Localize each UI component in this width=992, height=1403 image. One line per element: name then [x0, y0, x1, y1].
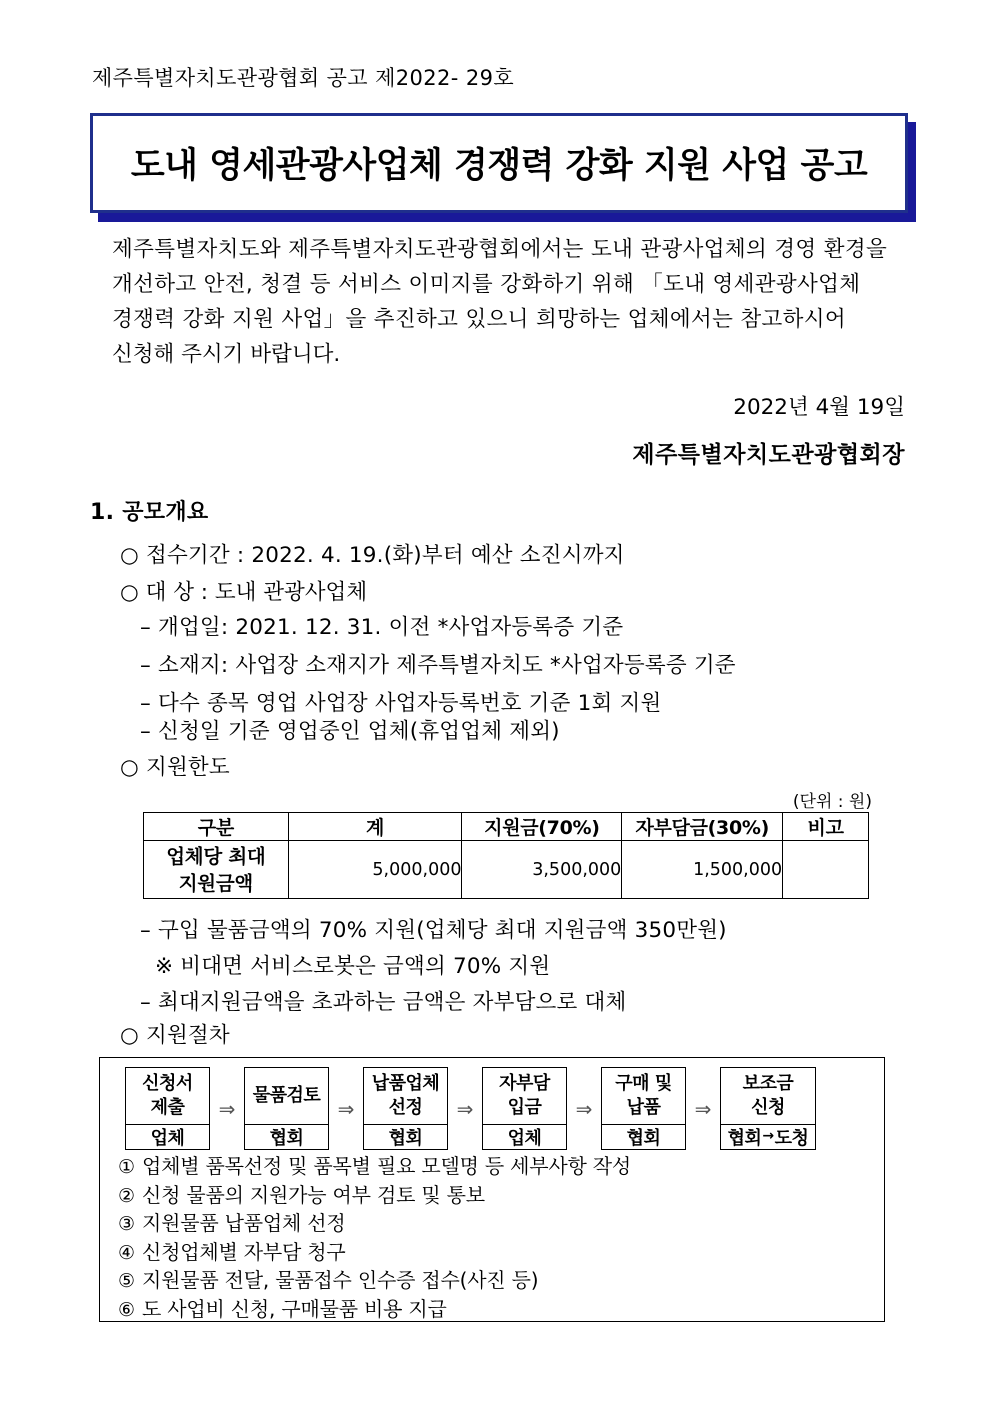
table-header-selfpay: 자부담금(30%) [622, 813, 783, 841]
table-unit-label: (단위 : 원) [792, 792, 872, 812]
flow-arrow-1-icon: ⇒ [218, 1096, 236, 1121]
bullet-support-limit: ○ 지원한도 [120, 755, 230, 780]
process-note-4 [118, 1239, 886, 1268]
process-note-6-marker: ⑥ [118, 1298, 135, 1321]
flow-step-1-actor: 업체 [126, 1124, 209, 1149]
flow-arrow-2-icon: ⇒ [337, 1096, 355, 1121]
limit-note-2: ※ 비대면 서비스로봇은 금액의 70% 지원 [155, 954, 551, 979]
title-banner-box [90, 113, 908, 213]
section-1-heading: 1. 공모개요 [90, 500, 209, 525]
process-note-5 [118, 1267, 886, 1296]
bullet-application-period: ○ 접수기간 : 2022. 4. 19.(화)부터 예산 소진시까지 [120, 543, 625, 568]
flow-step-6-actor [721, 1124, 815, 1149]
flow-step-1 [125, 1067, 210, 1150]
process-note-2 [118, 1182, 886, 1211]
flow-step-6-actor-right: 도청 [774, 1128, 809, 1149]
table-cell-gubun [144, 841, 289, 899]
flow-step-3 [363, 1067, 448, 1150]
flow-step-2-label [245, 1068, 328, 1124]
flow-step-5-label [602, 1068, 685, 1124]
flow-step-5-label-line2: 납품 [626, 1097, 661, 1118]
table-header-support: 지원금(70%) [462, 813, 622, 841]
flow-step-5 [601, 1067, 686, 1150]
flow-step-4-actor: 업체 [483, 1124, 566, 1149]
document-signer: 제주특별자치도관광협회장 [632, 442, 905, 468]
table-header-note: 비고 [783, 813, 869, 841]
process-note-2-marker: ② [118, 1184, 135, 1207]
flow-step-6-label-line2: 신청 [751, 1097, 785, 1118]
intro-paragraph [112, 232, 907, 372]
limit-note-3: – 최대지원금액을 초과하는 금액은 자부담으로 대체 [140, 990, 627, 1015]
table-cell-support: 3,500,000 [462, 841, 622, 899]
flow-step-4-label-line1: 자부담 [499, 1073, 550, 1094]
process-note-1-marker: ① [118, 1156, 135, 1178]
flow-step-4 [482, 1067, 567, 1150]
process-note-4-text: 신청업체별 자부담 청구 [142, 1239, 346, 1264]
flow-step-1-label [126, 1068, 209, 1124]
table-cell-note [783, 841, 869, 899]
title-banner [90, 113, 908, 213]
bullet-target: ○ 대 상 : 도내 관광사업체 [120, 580, 368, 605]
intro-line-4: 신청해 주시기 바랍니다. [112, 342, 341, 367]
table-cell-gubun-line1: 업체당 최대 [166, 844, 266, 868]
flow-step-6-label-line1: 보조금 [742, 1073, 794, 1094]
table-cell-gubun-line2: 지원금액 [178, 871, 253, 895]
table-header-row [144, 813, 869, 841]
process-note-4-marker: ④ [118, 1241, 135, 1264]
process-flow-notes [100, 1153, 886, 1324]
target-detail-1: – 개업일: 2021. 12. 31. 이전 *사업자등록증 기준 [140, 615, 624, 640]
limit-note-1: – 구입 물품금액의 70% 지원(업체당 최대 지원금액 350만원) [140, 918, 727, 943]
flow-arrow-3-icon: ⇒ [456, 1096, 474, 1121]
document-header-line: 제주특별자치도관광협회 공고 제2022- 29호 [92, 66, 515, 90]
flow-step-3-label-line2: 선정 [388, 1097, 423, 1118]
process-note-3 [118, 1210, 886, 1239]
intro-line-1: 제주특별자치도와 제주특별자치도관광협회에서는 도내 관광사업체의 경영 환경을 [112, 237, 888, 262]
flow-arrow-5-icon: ⇒ [694, 1096, 712, 1121]
bullet-support-process: ○ 지원절차 [120, 1023, 230, 1048]
target-detail-3: – 다수 종목 영업 사업장 사업자등록번호 기준 1회 지원 [140, 691, 662, 716]
process-note-5-text: 지원물품 전달, 물품접수 인수증 접수(사진 등) [142, 1268, 539, 1292]
target-detail-2: – 소재지: 사업장 소재지가 제주특별자치도 *사업자등록증 기준 [140, 653, 736, 678]
process-note-3-text: 지원물품 납품업체 선정 [142, 1211, 346, 1235]
flow-step-6-actor-arrow-icon: → [762, 1128, 774, 1144]
flow-step-6-label [721, 1068, 815, 1124]
flow-step-4-label [483, 1068, 566, 1124]
page-title: 도내 영세관광사업체 경쟁력 강화 지원 사업 공고 [130, 146, 868, 186]
intro-line-3: 경쟁력 강화 지원 사업」을 추진하고 있으니 희망하는 업체에서는 참고하시어 [112, 307, 847, 332]
process-flow-frame [99, 1057, 885, 1322]
flow-step-3-label [364, 1068, 447, 1124]
flow-step-2-actor: 협회 [245, 1124, 328, 1149]
flow-step-2-label-line1: 물품검토 [252, 1085, 321, 1106]
table-header-total: 계 [288, 813, 462, 841]
flow-step-6-actor-left: 협회 [727, 1128, 762, 1149]
process-note-3-marker: ③ [118, 1213, 135, 1235]
target-detail-4: – 신청일 기준 영업중인 업체(휴업업체 제외) [140, 719, 560, 744]
intro-line-2: 개선하고 안전, 청결 등 서비스 이미지를 강화하기 위해 「도내 영세관광사업체 [112, 272, 861, 297]
process-note-2-text: 신청 물품의 지원가능 여부 검토 및 통보 [142, 1182, 485, 1207]
support-limit-table [143, 812, 869, 899]
flow-step-3-actor: 협회 [364, 1124, 447, 1149]
process-note-6 [118, 1296, 886, 1325]
flow-step-5-label-line1: 구매 및 [615, 1073, 672, 1094]
flow-step-6 [720, 1067, 816, 1150]
document-date: 2022년 4월 19일 [733, 395, 905, 420]
process-flow-steps [100, 1058, 886, 1150]
table-row [144, 841, 869, 899]
flow-step-1-label-line1: 신청서 [142, 1073, 193, 1094]
flow-step-3-label-line1: 납품업체 [371, 1073, 440, 1094]
process-note-1 [118, 1153, 886, 1182]
table-header-gubun: 구분 [144, 813, 289, 841]
table-cell-selfpay: 1,500,000 [622, 841, 783, 899]
flow-step-2 [244, 1067, 329, 1150]
table-cell-total: 5,000,000 [288, 841, 462, 899]
process-note-6-text: 도 사업비 신청, 구매물품 비용 지급 [142, 1296, 447, 1321]
flow-arrow-4-icon: ⇒ [575, 1096, 593, 1121]
flow-step-1-label-line2: 제출 [150, 1097, 185, 1118]
flow-step-4-label-line2: 입금 [507, 1097, 542, 1118]
process-note-1-text: 업체별 품목선정 및 품목별 필요 모델명 등 세부사항 작성 [142, 1154, 632, 1178]
flow-step-5-actor: 협회 [602, 1124, 685, 1149]
process-note-5-marker: ⑤ [118, 1270, 135, 1292]
